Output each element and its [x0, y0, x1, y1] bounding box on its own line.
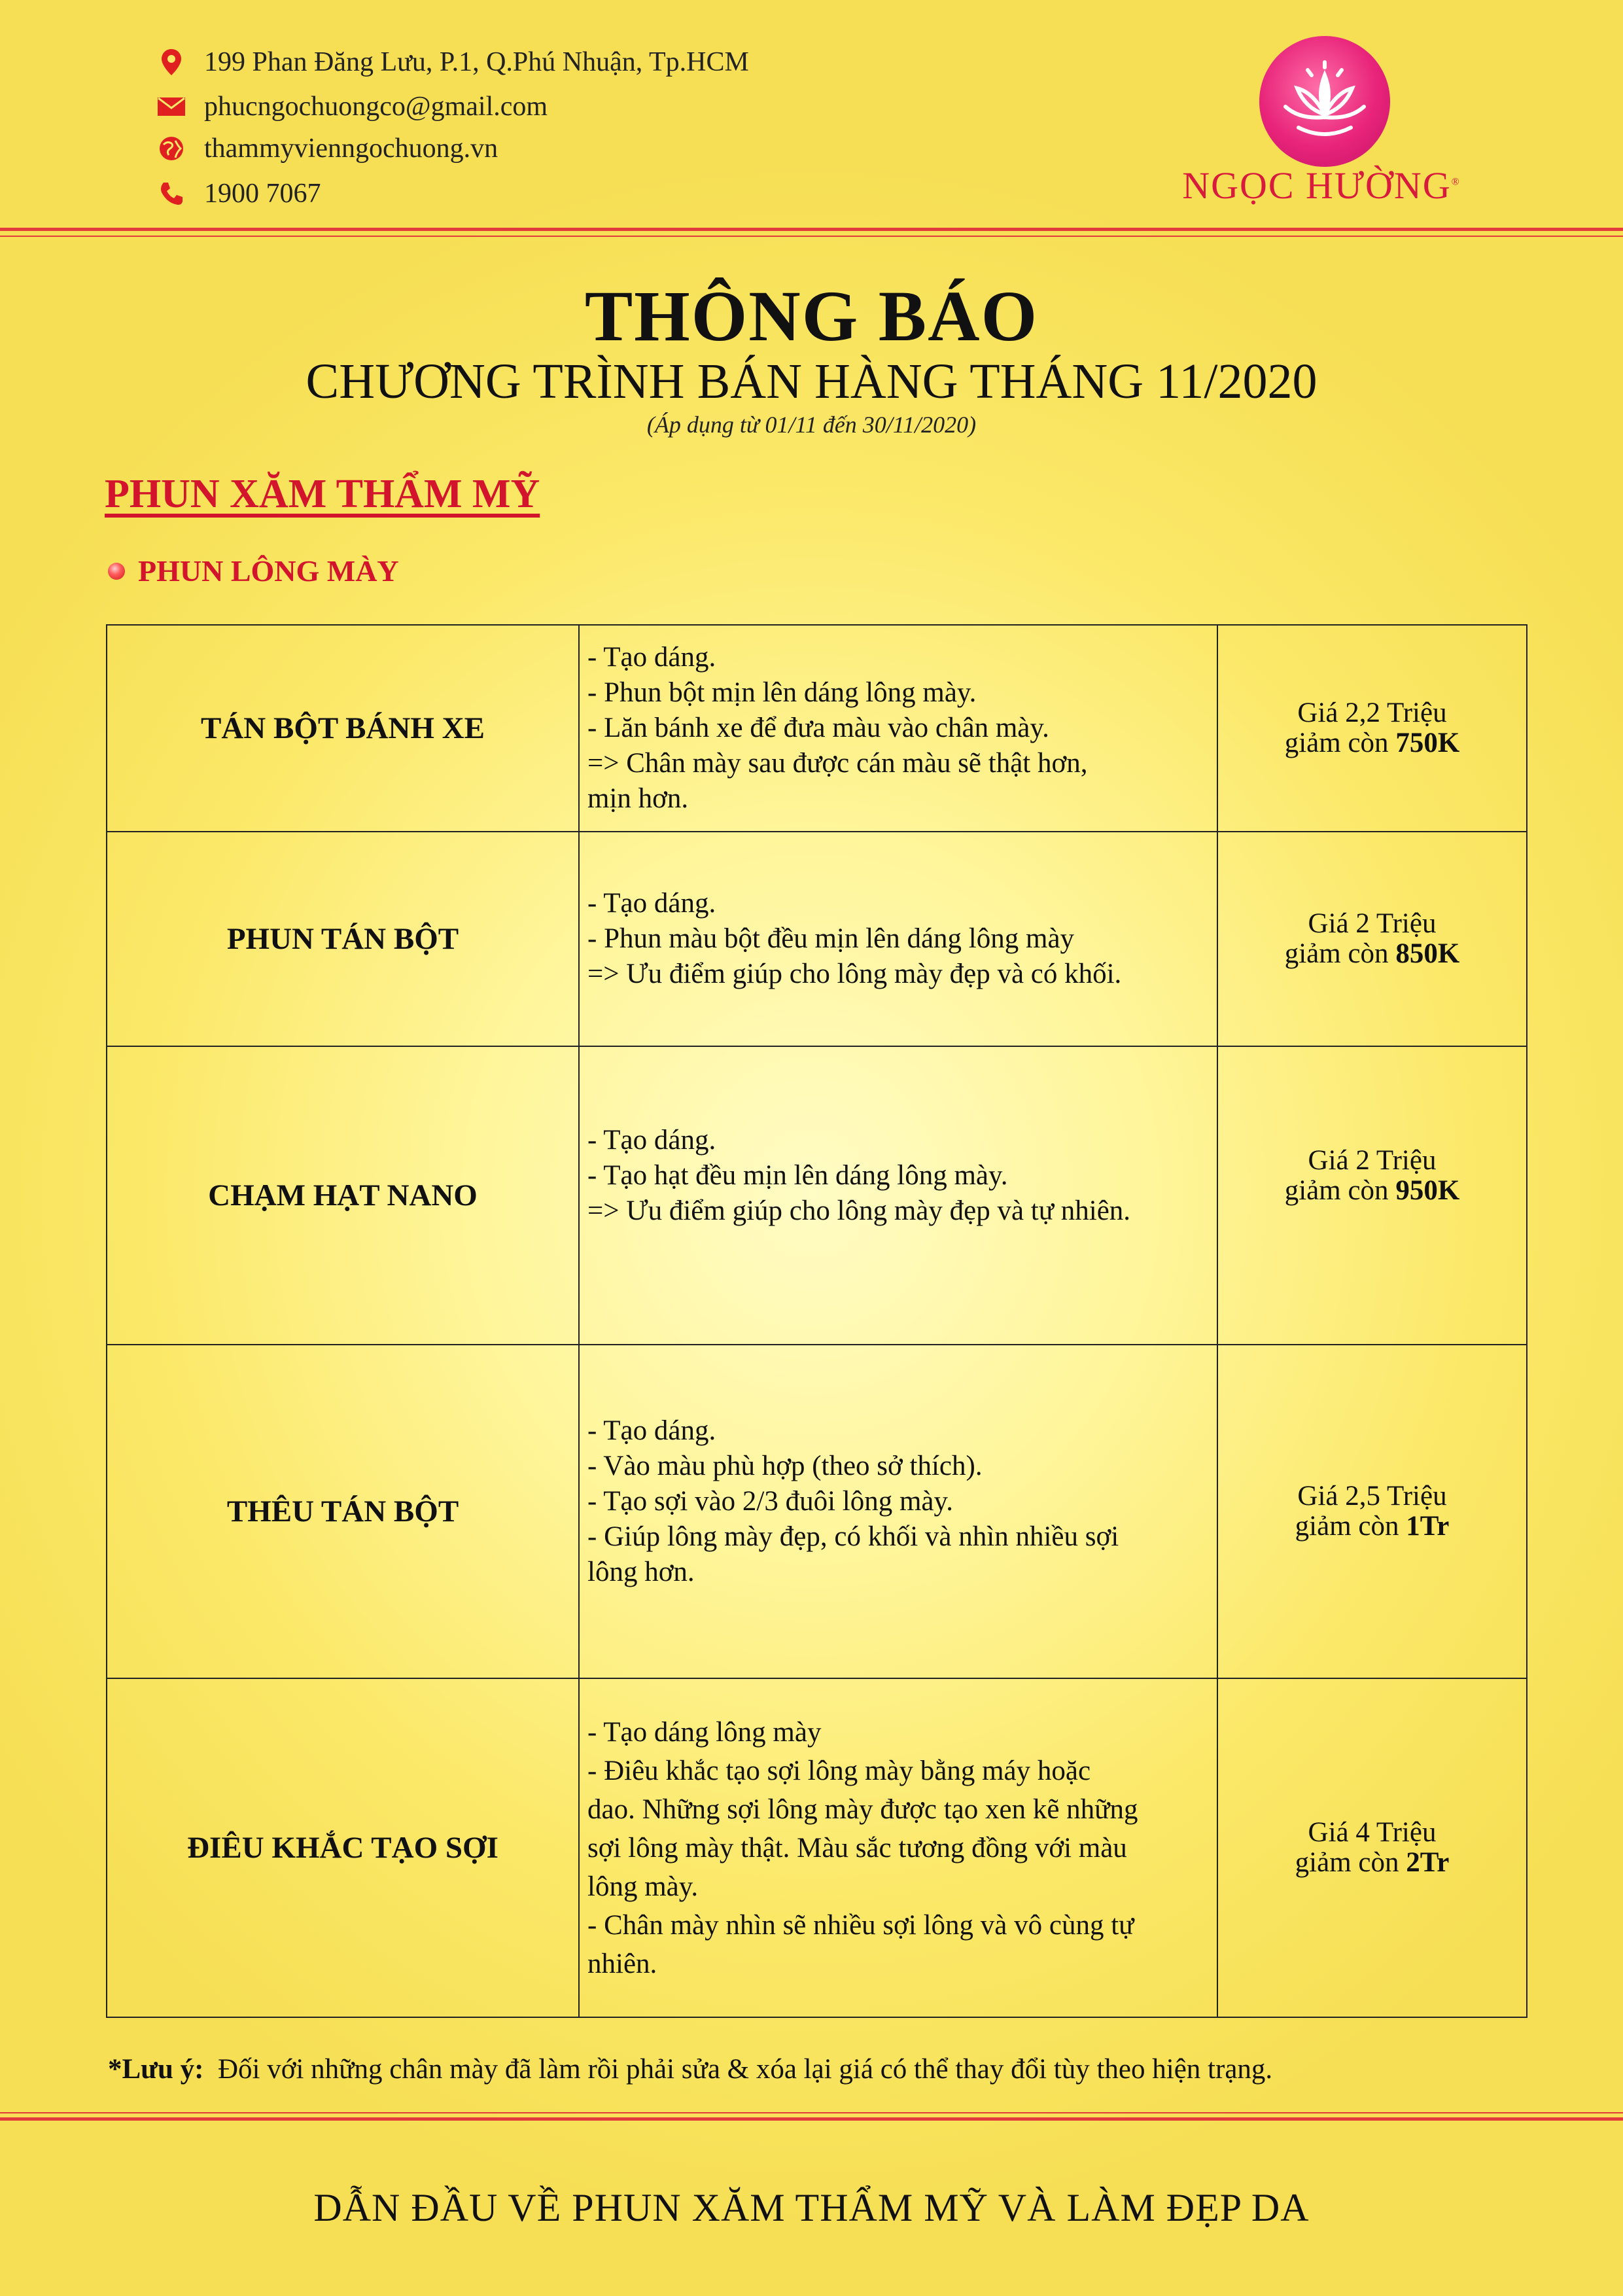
sale-price: 750K	[1395, 728, 1460, 758]
desc-line: - Giúp lông mày đẹp, có khối và nhìn nhiều sợi	[587, 1521, 1119, 1552]
footer-slogan: DẪN ĐẦU VỀ PHUN XĂM THẨM MỸ VÀ LÀM ĐẸP DA	[313, 2186, 1310, 2229]
location-pin-icon	[157, 48, 186, 77]
sale-price: 1Tr	[1406, 1511, 1450, 1542]
section-heading: PHUN XĂM THẨM MỸ	[105, 472, 540, 516]
desc-line: => Ưu điểm giúp cho lông mày đẹp và có khối.	[587, 959, 1122, 989]
service-name: TÁN BỘT BÁNH XE	[106, 624, 580, 832]
service-price	[1217, 831, 1527, 1047]
desc-line: - Tạo dáng.	[587, 888, 716, 919]
service-name: PHUN TÁN BỘT	[106, 831, 580, 1047]
desc-line: mịn hơn.	[587, 783, 689, 814]
bottom-divider-thin	[0, 2112, 1623, 2113]
service-description	[578, 1678, 1218, 2018]
service-name: ĐIÊU KHẮC TẠO SỢI	[106, 1678, 580, 2018]
bullet-icon	[108, 563, 125, 580]
desc-line: sợi lông mày thật. Màu sắc tương đồng với màu	[587, 1832, 1127, 1863]
desc-line: lông mày.	[587, 1871, 699, 1902]
sale-price-line: giảm còn 850K	[1284, 938, 1460, 969]
top-divider	[0, 228, 1623, 231]
globe-icon	[157, 134, 186, 163]
sale-price: 950K	[1395, 1175, 1460, 1206]
page-subtitle: CHƯƠNG TRÌNH BÁN HÀNG THÁNG 11/2020	[305, 354, 1318, 409]
desc-line: - Tạo sợi vào 2/3 đuôi lông mày.	[587, 1486, 953, 1517]
sale-price-line: giảm còn 750K	[1284, 728, 1460, 758]
contact-website[interactable]	[157, 129, 498, 168]
note-label: *Lưu ý:	[108, 2054, 204, 2085]
desc-line: - Tạo dáng lông mày	[587, 1716, 822, 1748]
service-price	[1217, 1344, 1527, 1679]
desc-line: lông hơn.	[587, 1557, 695, 1587]
contact-phone[interactable]	[157, 174, 321, 213]
sale-price: 850K	[1395, 938, 1460, 969]
desc-line: - Phun màu bột đều mịn lên dáng lông mày	[587, 923, 1075, 954]
sale-price: 2Tr	[1406, 1847, 1450, 1878]
service-description	[578, 1046, 1218, 1345]
service-price	[1217, 1046, 1527, 1345]
service-name: THÊU TÁN BỘT	[106, 1344, 580, 1679]
contact-email[interactable]	[157, 87, 548, 126]
original-price: Giá 2 Triệu	[1308, 1145, 1437, 1176]
desc-line: - Phun bột mịn lên dáng lông mày.	[587, 677, 977, 708]
phone-number[interactable]: 1900 7067	[204, 179, 321, 209]
page-title: THÔNG BÁO	[584, 276, 1039, 356]
note-text: Đối với những chân mày đã làm rồi phải sửa & xóa lại giá có thể thay đổi tùy theo hiện trạng.	[217, 2054, 1273, 2085]
phone-icon	[157, 179, 186, 208]
website-link[interactable]: thammyvienngochuong.vn	[204, 133, 498, 164]
original-price: Giá 2 Triệu	[1308, 908, 1437, 939]
brand-logo	[1259, 36, 1390, 167]
note	[108, 2053, 1272, 2085]
email-link[interactable]: phucngochuongco@gmail.com	[204, 92, 548, 122]
subsection-label: PHUN LÔNG MÀY	[138, 554, 399, 588]
service-price	[1217, 624, 1527, 832]
service-name: CHẠM HẠT NANO	[106, 1046, 580, 1345]
subsection-heading	[108, 554, 399, 588]
service-price	[1217, 1678, 1527, 2018]
validity-period: (Áp dụng từ 01/11 đến 30/11/2020)	[646, 412, 977, 438]
original-price: Giá 2,5 Triệu	[1297, 1481, 1447, 1511]
desc-line: => Ưu điểm giúp cho lông mày đẹp và tự nhiên.	[587, 1195, 1131, 1226]
sale-price-line: giảm còn 2Tr	[1295, 1847, 1450, 1878]
address-text: 199 Phan Đăng Lưu, P.1, Q.Phú Nhuận, Tp.HCM	[204, 47, 749, 77]
sale-price-line: giảm còn 950K	[1284, 1175, 1460, 1206]
contact-address	[157, 43, 749, 82]
desc-line: - Tạo dáng.	[587, 642, 716, 673]
desc-line: - Tạo hạt đều mịn lên dáng lông mày.	[587, 1160, 1008, 1191]
desc-line: dao. Những sợi lông mày được tạo xen kẽ những	[587, 1793, 1138, 1825]
desc-line: - Chân mày nhìn sẽ nhiều sợi lông và vô cùng tự	[587, 1909, 1134, 1941]
desc-line: nhiên.	[587, 1948, 657, 1979]
lotus-icon	[1259, 36, 1390, 167]
sale-price-line: giảm còn 1Tr	[1295, 1511, 1450, 1542]
service-description	[578, 624, 1218, 832]
original-price: Giá 2,2 Triệu	[1297, 698, 1447, 728]
top-divider-thin	[0, 236, 1623, 237]
bottom-divider	[0, 2117, 1623, 2121]
original-price: Giá 4 Triệu	[1308, 1817, 1437, 1848]
envelope-icon	[157, 92, 186, 121]
desc-line: - Điêu khắc tạo sợi lông mày bằng máy hoặc	[587, 1755, 1091, 1786]
brand-name: NGỌC HƯỜNG®	[1182, 164, 1461, 207]
desc-line: => Chân mày sau được cán màu sẽ thật hơn,	[587, 748, 1088, 779]
desc-line: - Vào màu phù hợp (theo sở thích).	[587, 1451, 983, 1481]
desc-line: - Tạo dáng.	[587, 1415, 716, 1446]
desc-line: - Tạo dáng.	[587, 1125, 716, 1156]
service-description	[578, 1344, 1218, 1679]
service-description	[578, 831, 1218, 1047]
desc-line: - Lăn bánh xe để đưa màu vào chân mày.	[587, 713, 1049, 743]
